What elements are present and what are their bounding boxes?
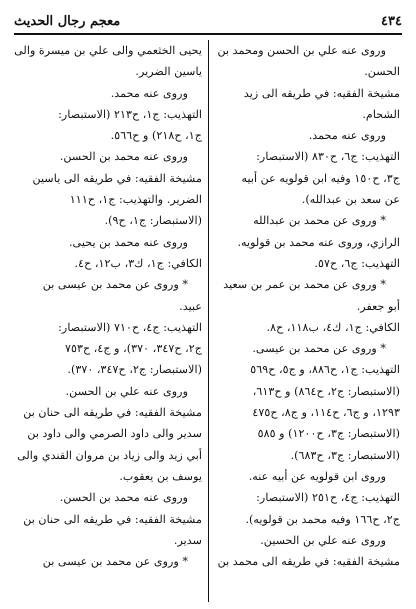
text-line: مشيخة الفقيه: في طريقه الى ياسين (32, 171, 202, 185)
book-title: معجم رجال الحديث (14, 14, 121, 29)
text-line: الشحام. (362, 107, 400, 121)
text-line: أبي زيد والى زياد بن مروان القندي والى (17, 448, 202, 462)
text-line: ج٢، ح٣٤٧، ٣٧٠)، و ج٤، ح٧٥٣ (64, 342, 202, 356)
text-line: الرازي، وروى عنه محمد بن قولويه. (237, 235, 400, 249)
text-line: * وروى عن محمد بن عبدالله (253, 214, 386, 228)
text-line: عبيد. (179, 299, 202, 313)
text-line: ياسين الضرير. (135, 65, 202, 79)
text-line: مشيخة الفقيه: في طريقه الى حنان بن (23, 512, 202, 526)
text-line: الكافي: ج١، ك٤، ب١١٨، ح٨. (266, 320, 400, 334)
text-line: التهذيب: ج٦، ح٨٣٠ (الاستبصار: (256, 150, 400, 164)
text-line: سدير. (173, 533, 202, 547)
text-line: التهذيب: ج٤، ح٢٥١ (الاستبصار: (256, 491, 400, 505)
header-rule (14, 33, 402, 35)
text-line: الكافي: ج١، ك٣، ب١٢، ح٤. (74, 256, 202, 270)
text-line: الحسن. (364, 65, 400, 79)
text-line: مشيخة الفقيه: في طريقه الى محمد بن (217, 555, 400, 569)
text-line: وروى عنه علي بن الحسين. (260, 533, 386, 547)
text-line: الضرير. والتهذيب: ج١، ح١١١ (69, 193, 202, 207)
text-line: وروى عنه محمد. (308, 129, 386, 143)
text-line: التهذيب: ج٦، ح٥٧. (314, 256, 400, 270)
page-number: ٤٣٤ (381, 14, 402, 29)
text-line: * وروى عن محمد بن عمر بن سعيد (223, 278, 386, 292)
text-line: ج١، ح٢١٨) و ح٥٦٦. (110, 129, 202, 143)
column-divider (208, 40, 209, 602)
text-line: ج٢، ح١٦٦ وفيه محمد بن قولويه). (245, 512, 400, 526)
text-line: * وروى عن محمد بن عيسى. (252, 342, 386, 356)
text-line: وروى عنه علي بن الحسن ومحمد بن (217, 44, 386, 57)
text-line: مشيخة الفقيه: في طريقه الى زيد (243, 86, 400, 100)
text-line: * وروى عن محمد بن عيسى بن (42, 278, 188, 292)
text-line: ١٢٩٣، و ج٦، ح١١٤، و ج٨، ح٤٧٥ (252, 406, 400, 420)
text-line: يوسف بن يعقوب. (119, 469, 202, 483)
text-line: وروى عنه محمد بن الحسن. (59, 150, 188, 164)
right-text-column (212, 40, 400, 600)
page-header (14, 12, 402, 32)
text-line: التهذيب: ج٤، ح٧١٠ (الاستبصار: (58, 320, 202, 334)
text-line: يحيى الخثعمي والى علي بن ميسرة والى (14, 44, 202, 57)
text-line: (الاستبصار: ج١، ح٩). (104, 214, 202, 228)
text-line: سدير والى داود الصرمي والى داود بن (27, 427, 202, 441)
text-line: ج٣، ح١٥٠ وفيه ابن قولويه عن أبيه (241, 171, 400, 185)
text-line: وروى ابن قولويه عن أبيه عنه. (248, 469, 386, 483)
text-line: (الاستبصار: ج٢، ح٣٤٧، ٣٧٠). (67, 363, 202, 377)
text-line: (الاستبصار: ج٣، ح١٢٠٠) و ٥٨٥ (257, 427, 400, 441)
text-line: التهذيب: ج١، ح٨٨٦، و ج٥، ح٥٦٩ (250, 363, 400, 377)
text-line: التهذيب: ج١، ح٢١٣ (الاستبصار: (58, 107, 202, 121)
text-line: (الاستبصار: ج٢، ح٨٦٤) و ح٦١٣، (252, 384, 400, 398)
text-line: * وروى عن محمد بن عيسى بن (42, 555, 188, 569)
text-line: مشيخة الفقيه: في طريقه الى حنان بن (23, 406, 202, 420)
text-line: عن سعد بن عبدالله). (301, 193, 400, 207)
text-line: وروى عنه علي بن الحسن. (65, 384, 188, 398)
text-line: وروى عنه محمد بن يحيى. (68, 235, 188, 249)
text-line: (الاستبصار: ج٣، ح٦٨٣). (290, 448, 400, 462)
left-text-column (14, 40, 202, 600)
text-line: وروى عنه محمد. (110, 86, 188, 100)
text-line: أبو جعفر. (356, 299, 400, 313)
text-line: وروى عنه محمد بن الحسن. (59, 491, 188, 505)
